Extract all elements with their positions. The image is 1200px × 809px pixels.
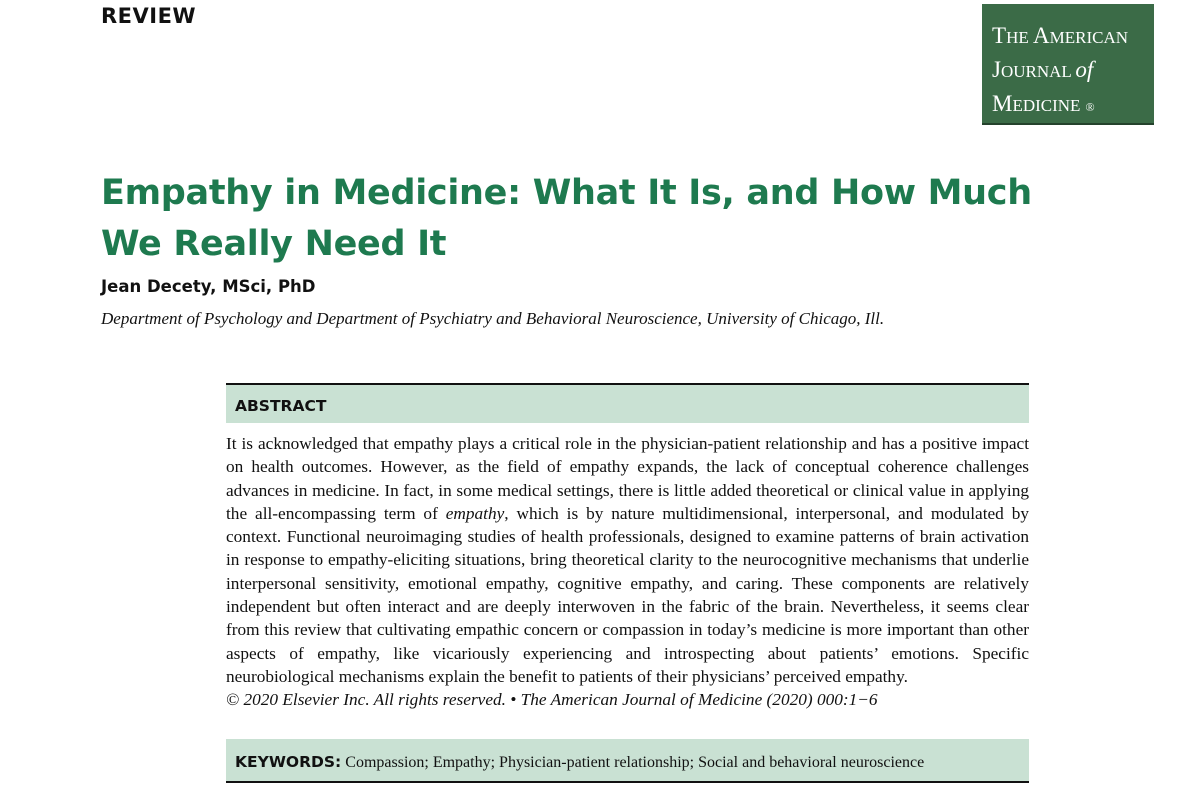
copyright-line: © 2020 Elsevier Inc. All rights reserved. • The American Journal of Medicine (2020) 000:1−6 <box>226 690 878 710</box>
keywords-list: Compassion; Empathy; Physician-patient relationship; Social and behavioral neuroscience <box>341 754 925 771</box>
journal-logo-line-3: MEDICINE ® <box>992 91 1095 116</box>
journal-logo-line-1: THE AMERICAN <box>992 23 1129 48</box>
abstract-text: It is acknowledged that empathy plays a critical role in the physician-patient relationship and has a positive impact on health outcomes. However, as the field of empathy expands, the lack of conceptual coherence challenges advances in medicine. In fact, in some medical settings, there is little added theoretical or clinical value in applying the all-encompassing term of empathy, which is by nature multidimensional, interpersonal, and modulated by context. Functional neuroimaging studies of health professionals, designed to examine patterns of brain activation in response to empathy-eliciting situations, bring theoretical clarity to the neurocognitive mechanisms that underlie interpersonal sensitivity, emotional empathy, cognitive empathy, and caring. These components are relatively independent but often interact and are deeply interwoven in the fabric of the brain. Nevertheless, it seems clear from this review that cultivating empathic concern or compassion in today’s medicine is more important than other aspects of empathy, like vicariously experiencing and introspecting about patients’ emotions. Specific neurobiological mechanisms explain the benefit to patients of their physicians’ perceived empathy. <box>226 434 1029 686</box>
journal-logo-line-2: JOURNAL of <box>992 57 1094 82</box>
article-title: Empathy in Medicine: What It Is, and How Much We Really Need It <box>101 173 1032 264</box>
abstract-section <box>226 383 1029 712</box>
journal-logo <box>982 4 1154 125</box>
author-affiliation: Department of Psychology and Department of Psychiatry and Behavioral Neuroscience, University of Chicago, Ill. <box>101 309 885 328</box>
author-name: Jean Decety, MSci, PhD <box>101 277 316 296</box>
abstract-italic-term: empathy <box>445 503 505 523</box>
section-label: REVIEW <box>101 4 197 28</box>
abstract-heading: ABSTRACT <box>226 383 1029 423</box>
keywords-bar <box>226 739 1029 783</box>
keywords-label: KEYWORDS: <box>235 753 342 771</box>
